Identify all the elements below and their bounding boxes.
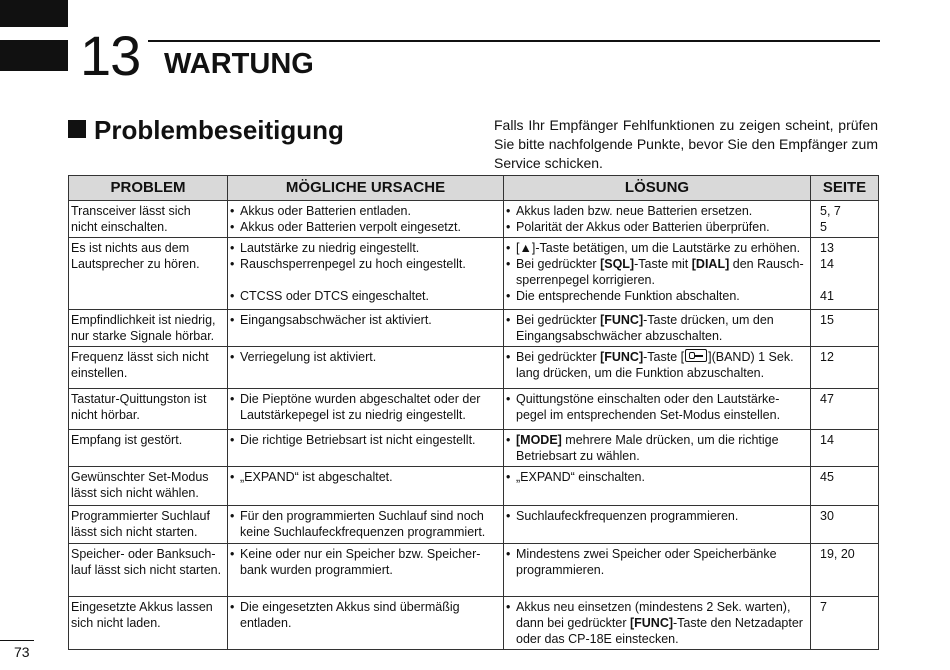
table-row <box>69 506 879 544</box>
page-ref: 5 <box>820 220 827 234</box>
cause-cell <box>228 467 504 506</box>
table-row <box>69 389 879 430</box>
intro-paragraph: Falls Ihr Empfänger Fehlfunktionen zu zeigen scheint, prüfen Sie bitte nachfolgende Punkte, bevor Sie den Empfänger zum Service schicken. <box>494 117 878 171</box>
problem-text: Tastatur-Quittungston ist <box>71 392 207 406</box>
page-cell <box>811 597 879 650</box>
solution-text: -Taste [ <box>643 350 685 364</box>
problem-text: Empfang ist gestört. <box>71 433 183 447</box>
chapter-rule <box>148 40 880 42</box>
cause-cell <box>228 597 504 650</box>
problem-text: nicht einschalten. <box>71 220 168 234</box>
problem-cell <box>69 506 228 544</box>
cause-item: • Keine oder nur ein Speicher bzw. Speicher-bank wurden programmiert. <box>230 546 501 578</box>
chapter-number: 13 <box>80 24 141 87</box>
problem-cell <box>69 310 228 347</box>
solution-text: Bei gedrückter <box>516 350 601 364</box>
solution-cell <box>504 238 811 310</box>
problem-text: Empfindlichkeit ist niedrig, <box>71 313 216 327</box>
key-label: [FUNC] <box>629 616 674 630</box>
page-cell <box>811 467 879 506</box>
solution-cell <box>504 506 811 544</box>
problem-text: Programmierter Suchlauf <box>71 509 210 523</box>
problem-cell <box>69 238 228 310</box>
solution-text: ]-Taste betätigen, um die Lautstärke zu erhöhen. <box>531 241 801 255</box>
table-row <box>69 544 879 597</box>
page-number: 73 <box>14 644 30 660</box>
problem-cell <box>69 597 228 650</box>
solution-item <box>506 349 808 381</box>
solution-item: • Quittungstöne einschalten oder den Lautstärke-pegel im entsprechenden Set-Modus einstellen. <box>506 391 808 423</box>
problem-text: sich nicht laden. <box>71 616 161 630</box>
page-cell <box>811 310 879 347</box>
table-row <box>69 201 879 238</box>
page-ref: 7 <box>820 600 827 614</box>
solution-item: • Polarität der Akkus oder Batterien überprüfen. <box>506 219 808 235</box>
page-cell <box>811 238 879 310</box>
solution-item: • Akkus laden bzw. neue Batterien ersetzen. <box>506 203 808 219</box>
chapter-tab-top <box>0 0 68 27</box>
table-row <box>69 597 879 650</box>
section-title <box>68 114 344 146</box>
solution-cell <box>504 467 811 506</box>
solution-cell <box>504 544 811 597</box>
problem-text: nicht hörbar. <box>71 408 140 422</box>
problem-text: Transceiver lässt sich <box>71 204 191 218</box>
cause-item: • Für den programmierten Suchlauf sind noch keine Suchlaufeckfrequenzen programmiert. <box>230 508 501 540</box>
cause-cell <box>228 430 504 467</box>
solution-cell <box>504 310 811 347</box>
solution-item: • Suchlaufeckfrequenzen programmieren. <box>506 508 808 524</box>
problem-text: nur starke Signale hörbar. <box>71 329 215 343</box>
problem-text: Eingesetzte Akkus lassen <box>71 600 213 614</box>
solution-item <box>506 599 808 647</box>
cause-item: • „EXPAND“ ist abgeschaltet. <box>230 469 501 485</box>
header-page: SEITE <box>811 176 879 201</box>
section-title-text: Problembeseitigung <box>94 115 344 145</box>
page-ref: 13 <box>820 241 834 255</box>
cause-cell <box>228 389 504 430</box>
page-cell <box>811 347 879 389</box>
header-solution: LÖSUNG <box>504 176 811 201</box>
solution-text: Bei gedrückter <box>516 313 601 327</box>
solution-item: • „EXPAND“ einschalten. <box>506 469 808 485</box>
problem-cell <box>69 544 228 597</box>
solution-text: -Taste den Netzadapter oder das CP-18E einstecken. <box>516 616 803 646</box>
problem-text: Speicher- oder Banksuch- <box>71 547 216 561</box>
cause-item: • Die Pieptöne wurden abgeschaltet oder der Lautstärkepegel ist zu niedrig eingestellt. <box>230 391 501 423</box>
cause-item: • Verriegelung ist aktiviert. <box>230 349 501 365</box>
solution-item <box>506 240 808 256</box>
page-cell <box>811 389 879 430</box>
key-label: [FUNC] <box>600 313 644 327</box>
cause-cell <box>228 238 504 310</box>
chapter-tab-bottom <box>0 40 68 71</box>
key-label: [FUNC] <box>600 350 644 364</box>
table-row <box>69 347 879 389</box>
key-label: [SQL] <box>600 257 635 271</box>
solution-text: [ <box>516 241 520 255</box>
cause-item: • Rauschsperrenpegel zu hoch eingestellt. <box>230 256 501 272</box>
solution-text: den Rausch-sperrenpegel korrigieren. <box>516 257 804 287</box>
key-label: [DIAL] <box>691 257 730 271</box>
problem-cell <box>69 389 228 430</box>
problem-cell <box>69 467 228 506</box>
problem-cell <box>69 430 228 467</box>
solution-cell <box>504 597 811 650</box>
table-row <box>69 467 879 506</box>
solution-cell <box>504 389 811 430</box>
page-ref: 41 <box>820 289 834 303</box>
problem-text: lauf lässt sich nicht starten. <box>71 563 222 577</box>
solution-item <box>506 432 808 464</box>
cause-cell <box>228 201 504 238</box>
problem-text: lässt sich nicht starten. <box>71 525 198 539</box>
table-header-row <box>69 176 879 201</box>
page-ref: 15 <box>820 313 834 327</box>
page-ref: 47 <box>820 392 834 406</box>
solution-item: • Die entsprechende Funktion abschalten. <box>506 288 808 304</box>
header-problem: PROBLEM <box>69 176 228 201</box>
problem-text: lässt sich nicht wählen. <box>71 486 199 500</box>
problem-cell <box>69 201 228 238</box>
cause-item: • Lautstärke zu niedrig eingestellt. <box>230 240 501 256</box>
solution-text: Akkus neu einsetzen (mindestens 2 Sek. warten), dann bei gedrückter <box>516 600 791 630</box>
problem-text: Es ist nichts aus dem <box>71 241 190 255</box>
page-ref: 14 <box>820 257 834 271</box>
page-ref: 12 <box>820 350 834 364</box>
cause-cell <box>228 347 504 389</box>
solution-cell <box>504 347 811 389</box>
table-row <box>69 430 879 467</box>
table-row <box>69 238 879 310</box>
cause-cell <box>228 544 504 597</box>
solution-text: Bei gedrückter <box>516 257 601 271</box>
solution-cell <box>504 201 811 238</box>
cause-cell <box>228 506 504 544</box>
cause-item: • Die richtige Betriebsart ist nicht eingestellt. <box>230 432 501 448</box>
solution-text: -Taste drücken, um den Eingangsabschwächer abzuschalten. <box>516 313 774 343</box>
problem-text: Gewünschter Set-Modus <box>71 470 209 484</box>
cause-item: • Akkus oder Batterien entladen. <box>230 203 501 219</box>
chapter-title: WARTUNG <box>164 48 314 80</box>
page-cell <box>811 506 879 544</box>
square-bullet-icon <box>68 120 86 138</box>
key-label: ▲ <box>519 241 532 255</box>
table-row <box>69 310 879 347</box>
page-ref: 14 <box>820 433 834 447</box>
cause-cell <box>228 310 504 347</box>
solution-item <box>506 256 808 288</box>
page-cell <box>811 201 879 238</box>
page-ref: 45 <box>820 470 834 484</box>
table-body <box>69 201 879 650</box>
solution-item: • Mindestens zwei Speicher oder Speicherbänke programmieren. <box>506 546 808 578</box>
cause-item: • Die eingesetzten Akkus sind übermäßig entladen. <box>230 599 501 631</box>
page-ref: 5, 7 <box>820 204 841 218</box>
cause-item: • Akkus oder Batterien verpolt eingesetzt. <box>230 219 501 235</box>
page-number-rule <box>0 640 34 641</box>
solution-item <box>506 312 808 344</box>
page-ref: 30 <box>820 509 834 523</box>
key-label: [MODE] <box>516 433 562 447</box>
solution-cell <box>504 430 811 467</box>
solution-text: -Taste mit <box>634 257 692 271</box>
problem-text: einstellen. <box>71 366 128 380</box>
page-cell <box>811 430 879 467</box>
solution-text: mehrere Male drücken, um die richtige Betriebsart zu wählen. <box>516 433 779 463</box>
cause-item: • CTCSS oder DTCS eingeschaltet. <box>230 288 501 304</box>
page-cell <box>811 544 879 597</box>
cause-item: • Eingangsabschwächer ist aktiviert. <box>230 312 501 328</box>
problem-cell <box>69 347 228 389</box>
page-ref: 19, 20 <box>820 547 855 561</box>
problem-text: Lautsprecher zu hören. <box>71 257 200 271</box>
header-cause: MÖGLICHE URSACHE <box>228 176 504 201</box>
problem-text: Frequenz lässt sich nicht <box>71 350 209 364</box>
solution-text: ](BAND) 1 Sek. lang drücken, um die Funktion abzuschalten. <box>516 350 794 380</box>
key-lock-icon <box>685 349 707 362</box>
troubleshooting-table <box>68 175 879 650</box>
